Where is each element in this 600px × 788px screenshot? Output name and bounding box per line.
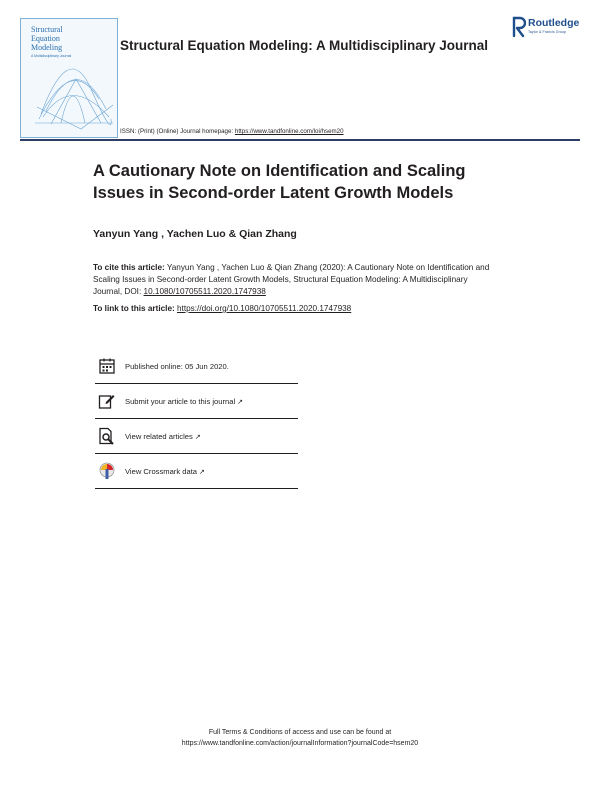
submit-article-row[interactable] (95, 384, 298, 419)
crossmark-row[interactable] (95, 454, 298, 489)
external-link-icon: ↗ (194, 433, 201, 441)
cover-title: Structural Equation Modeling (31, 25, 63, 52)
related-articles-icon (98, 427, 116, 445)
footer (0, 727, 600, 749)
routledge-r-icon (512, 16, 526, 38)
journal-title: Structural Equation Modeling: A Multidisciplinary Journal (120, 38, 489, 53)
external-link-icon: ↗ (199, 468, 205, 476)
journal-homepage-link[interactable]: https://www.tandfonline.com/loi/hsem20 (234, 128, 344, 135)
citation-block (93, 262, 493, 298)
cite-doi-link[interactable]: 10.1080/10705511.2020.1747938 (143, 287, 266, 296)
journal-cover (20, 18, 118, 138)
footer-terms-link[interactable]: https://www.tandfonline.com/action/journalInformation?journalCode=hsem20 (181, 740, 419, 747)
published-row (95, 349, 298, 384)
cover-subtitle: A Multidisciplinary Journal (31, 54, 72, 58)
footer-terms: Full Terms & Conditions of access and use can be found at (208, 729, 392, 736)
article-doi-link[interactable]: https://doi.org/10.1080/10705511.2020.1747938 (177, 304, 352, 313)
issn-line (120, 128, 344, 135)
submit-article-link[interactable]: Submit your article to this journal ↗ (125, 396, 244, 406)
crossmark-icon (98, 462, 116, 480)
publisher-name: Routledge (528, 17, 580, 29)
related-articles-link[interactable]: View related articles ↗ (125, 431, 201, 441)
crossmark-link[interactable]: View Crossmark data ↗ (125, 466, 205, 476)
related-articles-row[interactable] (95, 419, 298, 454)
issn-text: ISSN: (Print) (Online) Journal homepage: (120, 128, 235, 135)
article-link-line (93, 304, 351, 313)
publisher-tagline: Taylor & Francis Group (528, 30, 566, 34)
article-title: A Cautionary Note on Identification and Scaling Issues in Second-order Latent Growth Models (93, 162, 466, 202)
calendar-icon (98, 357, 116, 375)
article-info-list (95, 349, 298, 489)
article-authors: Yanyun Yang , Yachen Luo & Qian Zhang (93, 228, 297, 240)
header-divider (20, 139, 580, 141)
published-date: Published online: 05 Jun 2020. (125, 361, 229, 371)
link-label: To link to this article: (93, 304, 178, 313)
cite-text: Yanyun Yang , Yachen Luo & Qian Zhang (2020): A Cautionary Note on Identification and Scaling Issues in Second-order Latent Growth Models, Structural Equation Modeling: A Multidisciplinary Journal, DOI: (93, 263, 490, 296)
external-link-icon: ↗ (237, 398, 244, 406)
cite-label: To cite this article: (93, 263, 165, 272)
edit-icon (98, 392, 116, 410)
publisher-logo[interactable] (512, 16, 594, 42)
